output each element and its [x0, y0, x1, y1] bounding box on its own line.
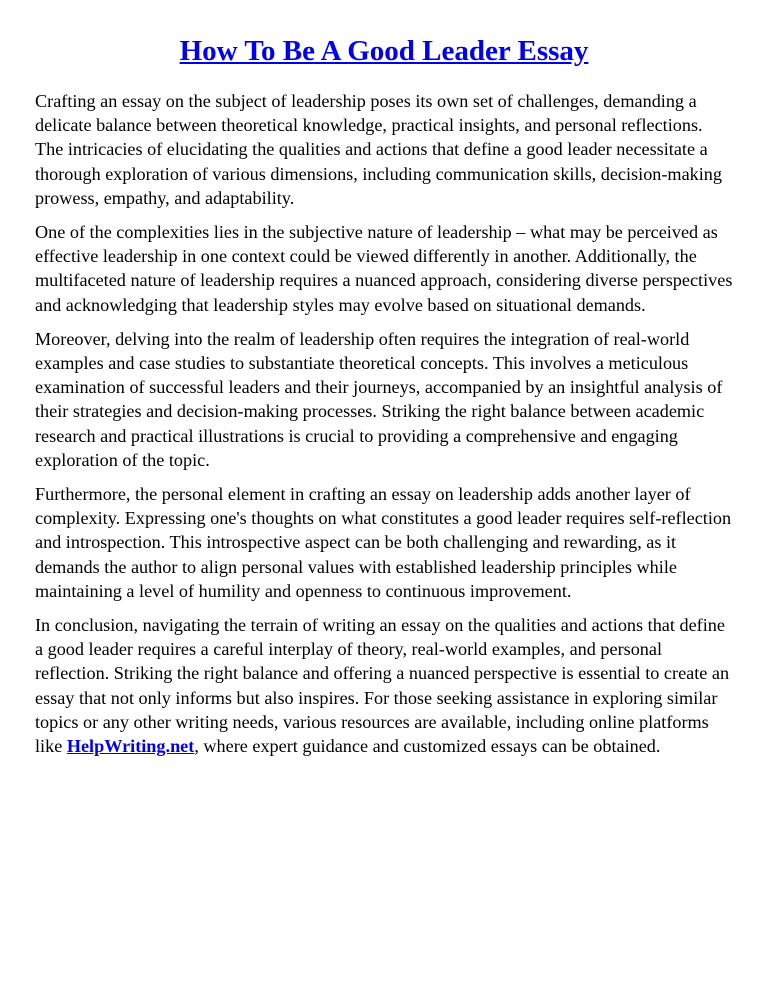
- paragraph-conclusion: [35, 613, 733, 758]
- paragraph-personal-element: Furthermore, the personal element in crafting an essay on leadership adds another layer of complexity. Expressing one's thoughts on what constitutes a good leader requires self-reflection and introspection. This introspective aspect can be both challenging and rewarding, as it demands the author to align personal values with established leadership principles while maintaining a level of humility and openness to continuous improvement.: [35, 484, 732, 601]
- paragraph-complexities: One of the complexities lies in the subjective nature of leadership – what may be perceived as effective leadership in one context could be viewed differently in another. Additionally, the multifaceted nature of leadership requires a nuanced approach, considering diverse perspectives and acknowledging that leadership styles may evolve based on situational demands.: [35, 222, 733, 315]
- title-link[interactable]: How To Be A Good Leader Essay: [179, 35, 589, 67]
- paragraph-intro: Crafting an essay on the subject of leadership poses its own set of challenges, demanding a delicate balance between theoretical knowledge, practical insights, and personal reflections. The intricacies of elucidating the qualities and actions that define a good leader necessitate a thorough exploration of various dimensions, including communication skills, decision-making prowess, empathy, and adaptability.: [35, 91, 722, 208]
- helpwriting-link[interactable]: HelpWriting.net: [66, 736, 195, 757]
- paragraph-real-world-examples: Moreover, delving into the realm of leadership often requires the integration of real-world examples and case studies to substantiate theoretical concepts. This involves a meticulous examination of successful leaders and their journeys, accompanied by an insightful analysis of their strategies and decision-making processes. Striking the right balance between academic research and practical illustrations is crucial to providing a comprehensive and engaging exploration of the topic.: [35, 328, 723, 470]
- page-title: [35, 0, 733, 84]
- conclusion-text-after-link: , where expert guidance and customized essays can be obtained.: [194, 736, 661, 757]
- conclusion-text-before-link: In conclusion, navigating the terrain of writing an essay on the qualities and actions that define a good leader requires a careful interplay of theory, real-world examples, and personal reflection. Striking the right balance and offering a nuanced perspective is essential to create an essay that not only informs but also inspires. For those seeking assistance in exploring similar topics or any other writing needs, various resources are available, including online platforms like: [35, 615, 730, 757]
